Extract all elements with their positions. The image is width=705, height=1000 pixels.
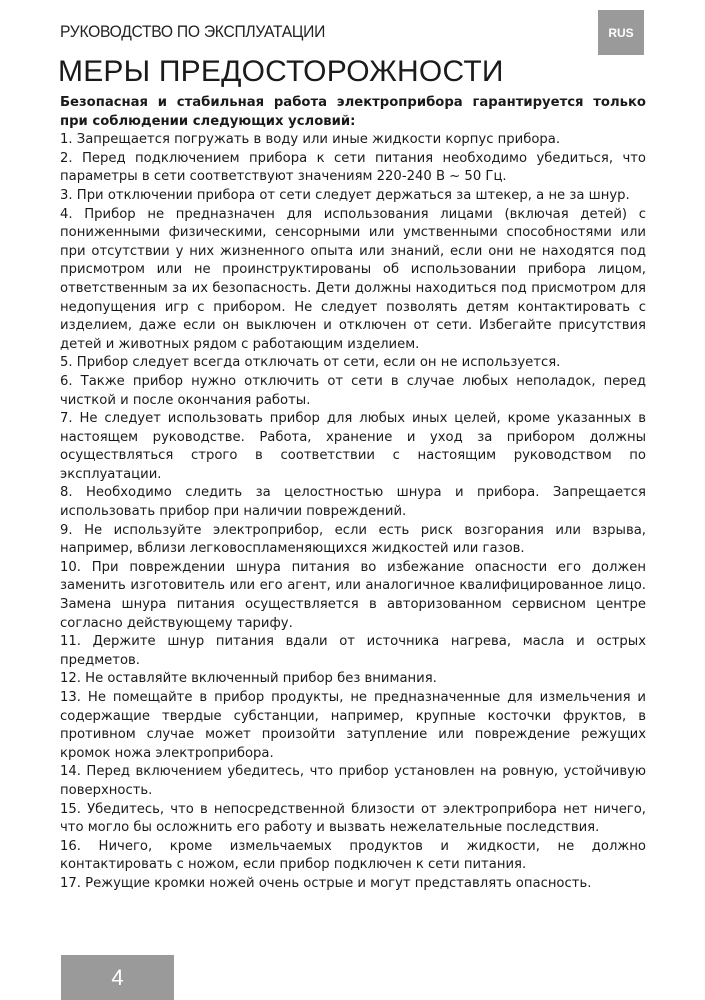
list-item: 13. Не помещайте в прибор продукты, не предназначенные для измельчения и содержащие твердые субстанции, например, крупные косточки фруктов, в противном случае может произойти затупление или повреждение режущих кромок ножа электроприбора. [60, 690, 646, 761]
section-title: МЕРЫ ПРЕДОСТОРОЖНОСТИ [58, 55, 504, 88]
manual-title: РУКОВОДСТВО ПО ЭКСПЛУАТАЦИИ [60, 22, 326, 41]
safety-list [60, 131, 646, 893]
safety-content [60, 94, 646, 894]
list-item: 14. Перед включением убедитесь, что прибор установлен на ровную, устойчивую поверхность. [60, 764, 646, 798]
language-badge: RUS [598, 10, 644, 55]
list-item: 7. Не следует использовать прибор для любых иных целей, кроме указанных в настоящем руководстве. Работа, хранение и уход за прибором должны осуществляться строго в соответствии с настоящим руководством по эксплуатации. [60, 411, 646, 482]
list-item: 5. Прибор следует всегда отключать от сети, если он не используется. [60, 355, 561, 371]
list-item: 8. Необходимо следить за целостностью шнура и прибора. Запрещается использовать прибор при наличии повреждений. [60, 485, 646, 520]
list-item: 12. Не оставляйте включенный прибор без внимания. [60, 671, 437, 687]
intro-paragraph: Безопасная и стабильная работа электроприбора гарантируется только при соблюдении следующих условий: [60, 95, 646, 129]
list-item: 1. Запрещается погружать в воду или иные жидкости корпус прибора. [60, 132, 561, 148]
list-item: 15. Убедитесь, что в непосредственной близости от электроприбора нет ничего, что могло бы осложнить его работу и вызвать нежелательные последствия. [60, 801, 646, 836]
list-item: 10. При повреждении шнура питания во избежание опасности его должен заменить изготовитель или его агент, или аналогичное квалифицированное лицо. Замена шнура питания осуществляется в авторизованном сервисном центре согласно действующему тарифу. [60, 559, 646, 631]
list-item: 4. Прибор не предназначен для использования лицами (включая детей) с пониженными физическими, сенсорными или умственными способностями или при отсутствии у них жизненного опыта или знаний, если они не находятся под присмотром или не проинструктированы об использовании прибора лицом, ответственным за их безопасность. Дети должны находиться под присмотром для недопущения игр с прибором. Не следует позволять детям контактировать с изделием, даже если он выключен и отключен от сети. Избегайте присутствия детей и животных рядом с работающим изделием. [60, 206, 646, 352]
list-item: 6. Также прибор нужно отключить от сети в случае любых неполадок, перед чисткой и после окончания работы. [60, 373, 646, 408]
list-item: 2. Перед подключением прибора к сети питания необходимо убедиться, что параметры в сети соответствуют значениям 220-240 В ~ 50 Гц. [60, 150, 646, 185]
list-item: 9. Не используйте электроприбор, если есть риск возгорания или взрыва, например, вблизи легковоспламеняющихся жидкостей или газов. [60, 522, 646, 557]
list-item: 3. При отключении прибора от сети следует держаться за штекер, а не за шнур. [60, 187, 630, 203]
list-item: 17. Режущие кромки ножей очень острые и могут представлять опасность. [60, 875, 592, 891]
list-item: 11. Держите шнур питания вдали от источника нагрева, масла и острых предметов. [60, 634, 646, 668]
list-item: 16. Ничего, кроме измельчаемых продуктов и жидкости, не должно контактировать с ножом, если прибор подключен к сети питания. [60, 838, 646, 873]
page-number: 4 [61, 955, 174, 1000]
